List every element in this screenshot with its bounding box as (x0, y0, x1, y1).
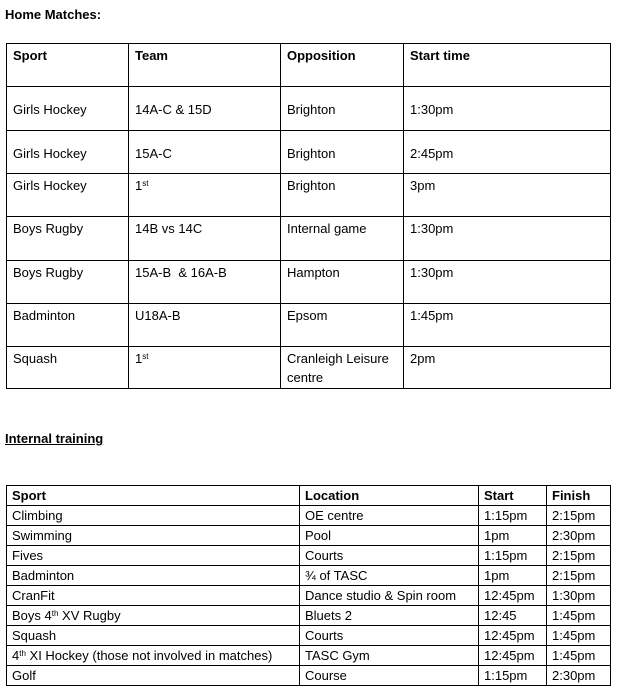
cell-finish: 2:30pm (547, 666, 611, 686)
cell-location: ¾ of TASC (300, 566, 479, 586)
table-row (7, 526, 611, 546)
cell-sport: Badminton (7, 304, 129, 347)
ordinal-suffix: st (142, 179, 149, 188)
table-row (7, 666, 611, 686)
internal-training-title: Internal training (5, 431, 104, 446)
column-header-finish: Finish (547, 486, 611, 506)
sport-text: 4 (12, 648, 20, 663)
cell-start: 2pm (404, 347, 611, 389)
cell-finish: 2:15pm (547, 506, 611, 526)
cell-team: 14B vs 14C (129, 217, 281, 261)
cell-opposition: Hampton (281, 261, 404, 304)
table-row (7, 546, 611, 566)
column-header-opposition: Opposition (281, 44, 404, 87)
home-matches-title: Home Matches: (5, 7, 102, 22)
cell-sport: CranFit (7, 586, 300, 606)
cell-location: Pool (300, 526, 479, 546)
cell-finish: 1:30pm (547, 586, 611, 606)
cell-start: 1:30pm (404, 261, 611, 304)
table-row (7, 304, 611, 347)
cell-start: 12:45pm (479, 586, 547, 606)
cell-sport: Swimming (7, 526, 300, 546)
ordinal-suffix: th (19, 649, 26, 658)
cell-location: Bluets 2 (300, 606, 479, 626)
table-row (7, 606, 611, 626)
column-header-sport: Sport (7, 486, 300, 506)
cell-opposition: Brighton (281, 131, 404, 174)
ordinal-suffix: st (142, 352, 149, 361)
cell-start: 1pm (479, 566, 547, 586)
cell-sport: Boys Rugby (7, 261, 129, 304)
cell-sport: Girls Hockey (7, 131, 129, 174)
cell-opposition: Cranleigh Leisure centre (281, 347, 404, 389)
cell-opposition: Brighton (281, 174, 404, 217)
cell-team: U18A-B (129, 304, 281, 347)
cell-sport: Climbing (7, 506, 300, 526)
cell-location: Courts (300, 626, 479, 646)
cell-start: 1:15pm (479, 546, 547, 566)
cell-team: 15A-C (129, 131, 281, 174)
table-row (7, 347, 611, 389)
cell-team: 15A-B & 16A-B (129, 261, 281, 304)
sport-text: XV Rugby (58, 608, 121, 623)
cell-sport: Girls Hockey (7, 174, 129, 217)
team-text: 1 (135, 351, 143, 366)
table-row (7, 131, 611, 174)
cell-location: Courts (300, 546, 479, 566)
cell-sport: Fives (7, 546, 300, 566)
cell-location: Course (300, 666, 479, 686)
cell-team: 14A-C & 15D (129, 87, 281, 131)
cell-location: Dance studio & Spin room (300, 586, 479, 606)
cell-start: 12:45pm (479, 646, 547, 666)
table-row (7, 626, 611, 646)
column-header-sport: Sport (7, 44, 129, 87)
cell-finish: 1:45pm (547, 606, 611, 626)
cell-sport: Squash (7, 347, 129, 389)
cell-opposition: Brighton (281, 87, 404, 131)
table-row (7, 566, 611, 586)
sport-text: XI Hockey (those not involved in matches) (25, 648, 273, 663)
cell-finish: 2:30pm (547, 526, 611, 546)
cell-sport (7, 646, 300, 666)
cell-start: 2:45pm (404, 131, 611, 174)
column-header-start: Start (479, 486, 547, 506)
cell-finish: 2:15pm (547, 566, 611, 586)
cell-start: 1:30pm (404, 217, 611, 261)
cell-start: 1:45pm (404, 304, 611, 347)
cell-team (129, 347, 281, 389)
cell-location: TASC Gym (300, 646, 479, 666)
cell-opposition: Internal game (281, 217, 404, 261)
cell-sport: Badminton (7, 566, 300, 586)
cell-opposition: Epsom (281, 304, 404, 347)
column-header-start-time: Start time (404, 44, 611, 87)
column-header-team: Team (129, 44, 281, 87)
cell-start: 12:45 (479, 606, 547, 626)
cell-finish: 2:15pm (547, 546, 611, 566)
table-row (7, 506, 611, 526)
cell-finish: 1:45pm (547, 646, 611, 666)
table-header-row (7, 486, 611, 506)
cell-sport: Golf (7, 666, 300, 686)
table-row (7, 646, 611, 666)
sport-text: Boys 4 (12, 608, 52, 623)
cell-start: 12:45pm (479, 626, 547, 646)
table-row (7, 586, 611, 606)
team-text: 1 (135, 178, 143, 193)
internal-training-table (6, 485, 611, 686)
column-header-location: Location (300, 486, 479, 506)
ordinal-suffix: th (51, 609, 59, 618)
home-matches-table (6, 43, 611, 389)
cell-sport: Girls Hockey (7, 87, 129, 131)
cell-sport (7, 606, 300, 626)
table-row (7, 87, 611, 131)
cell-sport: Squash (7, 626, 300, 646)
cell-location: OE centre (300, 506, 479, 526)
table-row (7, 261, 611, 304)
cell-finish: 1:45pm (547, 626, 611, 646)
cell-start: 1:15pm (479, 506, 547, 526)
cell-team (129, 174, 281, 217)
cell-start: 1pm (479, 526, 547, 546)
cell-start: 1:15pm (479, 666, 547, 686)
table-header-row (7, 44, 611, 87)
table-row (7, 217, 611, 261)
cell-start: 1:30pm (404, 87, 611, 131)
cell-sport: Boys Rugby (7, 217, 129, 261)
table-row (7, 174, 611, 217)
cell-start: 3pm (404, 174, 611, 217)
